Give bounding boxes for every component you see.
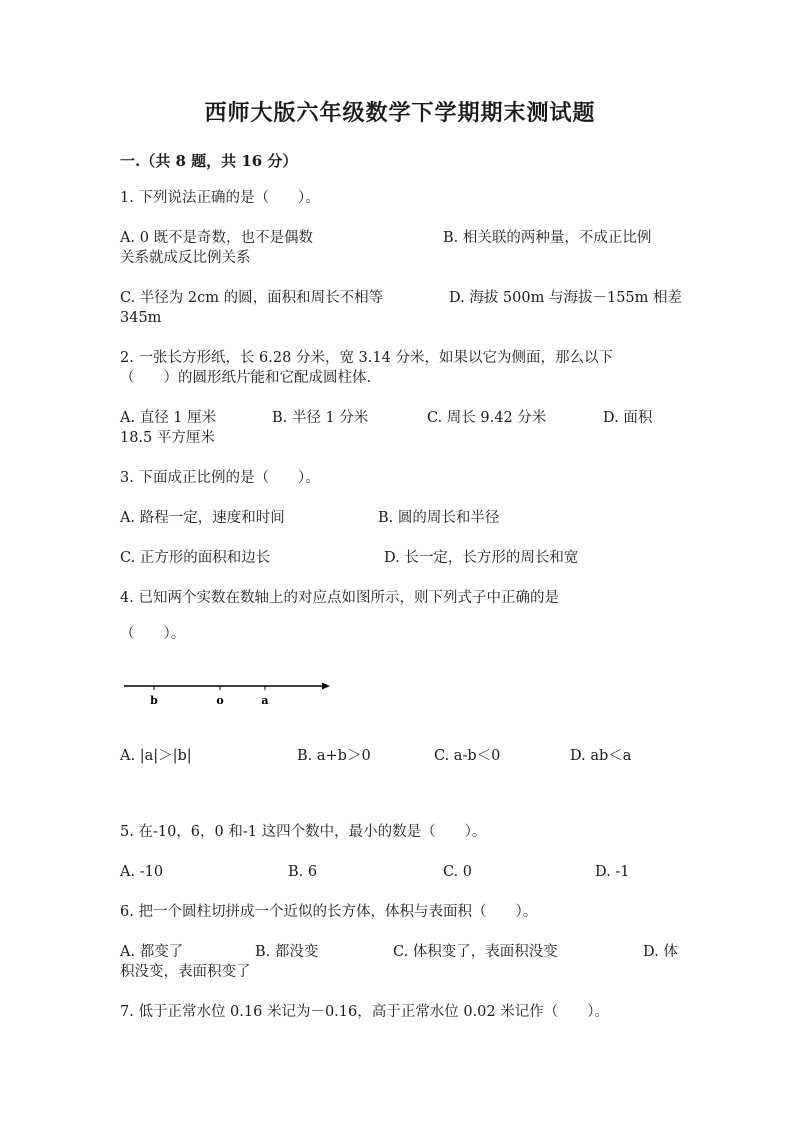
question-3-option-b: B. 圆的周长和半径 bbox=[378, 510, 500, 526]
question-5-option-c: C. 0 bbox=[443, 864, 473, 880]
section-heading: 一.（共 8 题，共 16 分） bbox=[120, 152, 298, 170]
question-2-stem-continued: （ ）的圆形纸片能和它配成圆柱体. bbox=[120, 370, 372, 386]
question-3-stem: 3. 下面成正比例的是（ ）。 bbox=[120, 470, 320, 486]
question-3-option-a: A. 路程一定，速度和时间 bbox=[120, 510, 285, 526]
question-7-stem: 7. 低于正常水位 0.16 米记为－0.16，高于正常水位 0.02 米记作（ ）。 bbox=[120, 1004, 609, 1020]
question-6-option-d: D. 体 bbox=[643, 944, 678, 960]
question-5-stem: 5. 在-10，6，0 和-1 这四个数中，最小的数是（ ）。 bbox=[120, 824, 487, 840]
question-3-option-d: D. 长一定，长方形的周长和宽 bbox=[384, 550, 579, 566]
question-1-option-d-continued: 345m bbox=[120, 310, 162, 326]
question-1-option-b: B. 相关联的两种量，不成正比例 bbox=[443, 230, 652, 246]
question-6-option-b: B. 都没变 bbox=[255, 944, 319, 960]
question-2-option-b: B. 半径 1 分米 bbox=[272, 410, 369, 426]
question-4-option-b: B. a+b＞0 bbox=[297, 748, 371, 764]
question-6-option-d-continued: 积没变，表面积变了 bbox=[120, 964, 251, 980]
question-3-option-c: C. 正方形的面积和边长 bbox=[120, 550, 271, 566]
question-4-option-c: C. a-b＜0 bbox=[434, 748, 501, 764]
question-1-option-c: C. 半径为 2cm 的圆，面积和周长不相等 bbox=[120, 290, 384, 306]
question-4-option-a: A. |a|＞|b| bbox=[120, 748, 192, 764]
question-1-option-d: D. 海拔 500m 与海拔－155m 相差 bbox=[449, 290, 683, 306]
question-1-stem: 1. 下列说法正确的是（ ）。 bbox=[120, 190, 320, 206]
question-4-stem: 4. 已知两个实数在数轴上的对应点如图所示，则下列式子中正确的是 bbox=[120, 590, 559, 606]
number-line-label-o: o bbox=[216, 694, 224, 707]
question-1-option-a: A. 0 既不是奇数，也不是偶数 bbox=[120, 230, 314, 246]
number-line-arrow-icon bbox=[322, 683, 330, 690]
question-2-option-d-continued: 18.5 平方厘米 bbox=[120, 430, 215, 446]
question-2-option-d: D. 面积 bbox=[603, 410, 653, 426]
number-line-label-b: b bbox=[150, 694, 158, 707]
question-4-option-d: D. ab＜a bbox=[570, 748, 632, 764]
question-2-option-a: A. 直径 1 厘米 bbox=[120, 410, 217, 426]
question-5-option-b: B. 6 bbox=[288, 864, 318, 880]
number-line-diagram bbox=[120, 676, 340, 716]
question-2-stem: 2. 一张长方形纸，长 6.28 分米，宽 3.14 分米，如果以它为侧面，那么以下 bbox=[120, 350, 613, 366]
number-line-label-a: a bbox=[261, 694, 269, 707]
question-1-option-b-continued: 关系就成反比例关系 bbox=[120, 250, 251, 266]
question-2-option-c: C. 周长 9.42 分米 bbox=[427, 410, 547, 426]
page-title: 西师大版六年级数学下学期期末测试题 bbox=[204, 100, 596, 126]
question-5-option-d: D. -1 bbox=[595, 864, 630, 880]
question-6-option-a: A. 都变了 bbox=[120, 944, 184, 960]
question-4-stem-continued: （ ）。 bbox=[120, 626, 186, 642]
question-6-stem: 6. 把一个圆柱切拼成一个近似的长方体，体积与表面积（ ）。 bbox=[120, 904, 538, 920]
question-5-option-a: A. -10 bbox=[120, 864, 164, 880]
question-6-option-c: C. 体积变了，表面积没变 bbox=[393, 944, 558, 960]
